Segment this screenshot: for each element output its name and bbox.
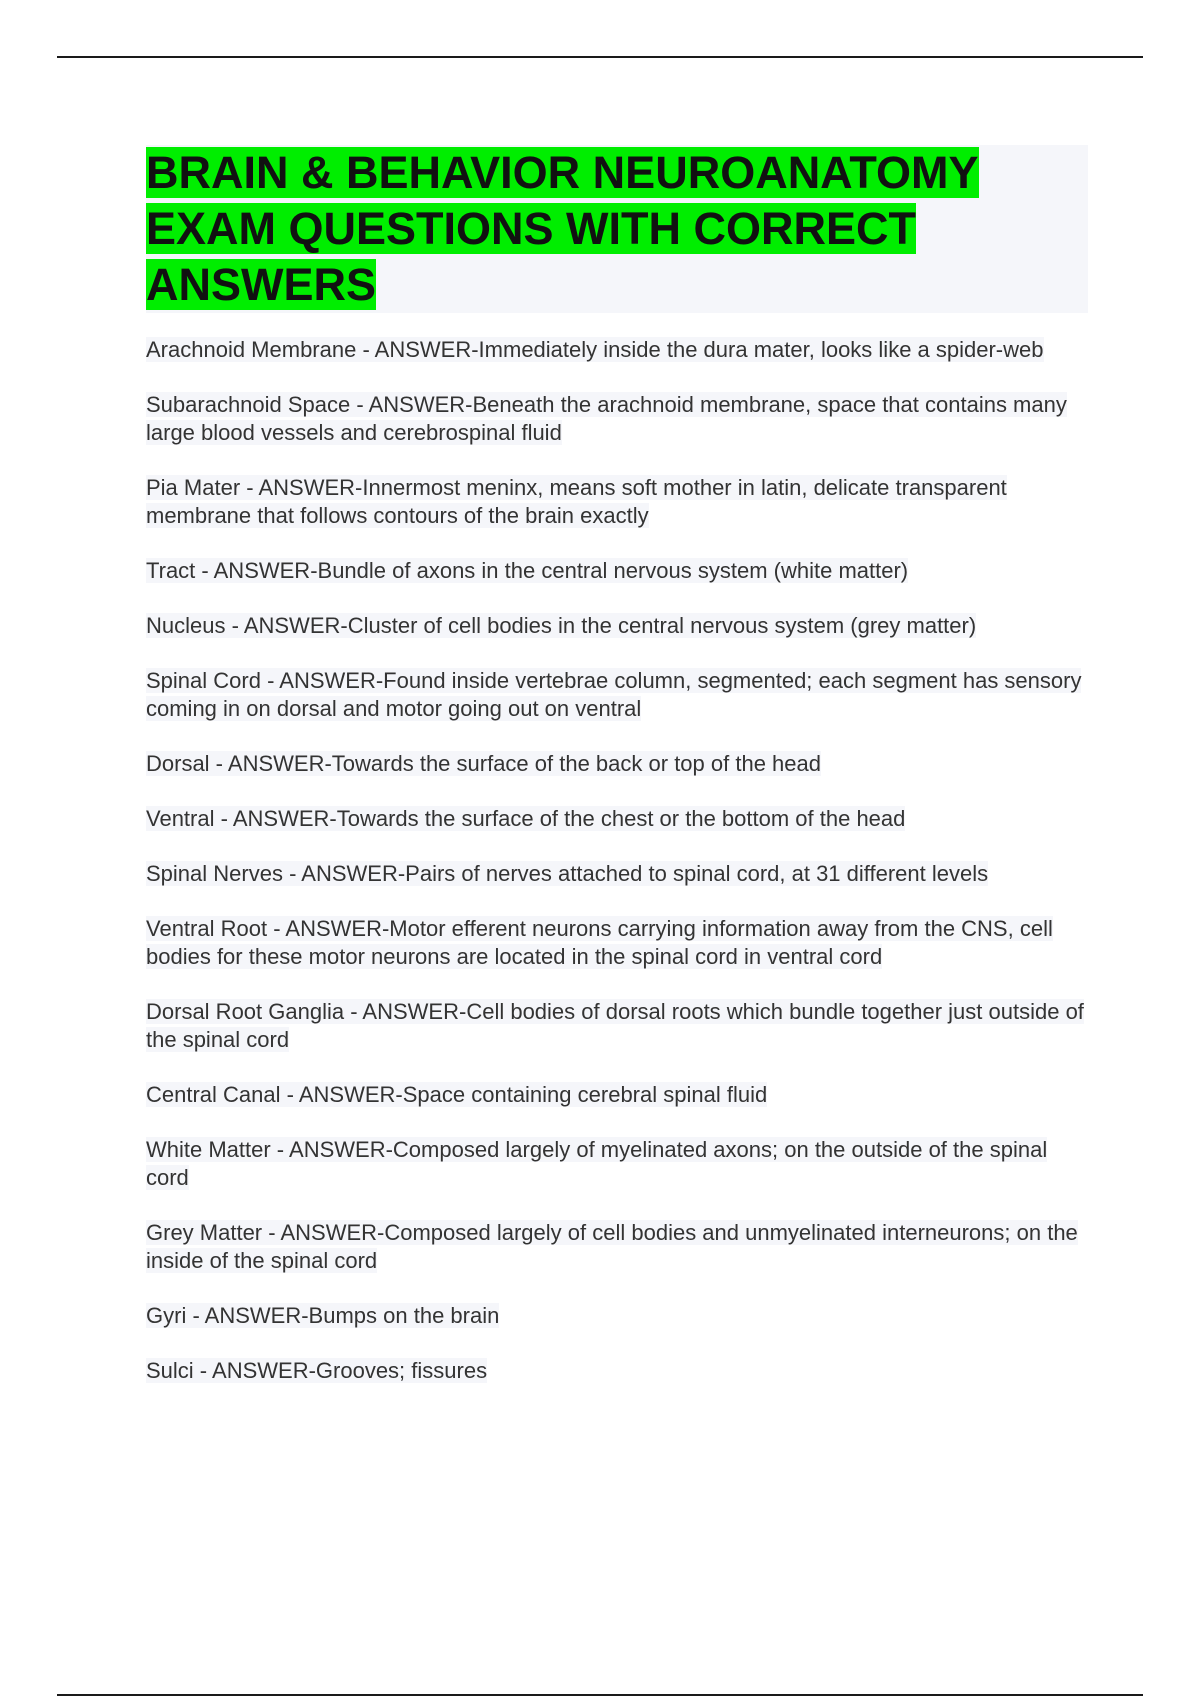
bottom-rule <box>57 1694 1143 1696</box>
entry-ventral: Ventral - ANSWER-Towards the surface of the chest or the bottom of the head <box>146 806 906 831</box>
entry-pia-mater: Pia Mater - ANSWER-Innermost meninx, means soft mother in latin, delicate transparent membrane that follows contours of the brain exactly <box>146 475 1007 528</box>
top-rule <box>57 56 1143 58</box>
entry-central-canal: Central Canal - ANSWER-Space containing cerebral spinal fluid <box>146 1082 768 1107</box>
entry-dorsal: Dorsal - ANSWER-Towards the surface of the back or top of the head <box>146 751 821 776</box>
entry-arachnoid-membrane: Arachnoid Membrane - ANSWER-Immediately inside the dura mater, looks like a spider-web <box>146 337 1044 362</box>
entry-gyri: Gyri - ANSWER-Bumps on the brain <box>146 1303 500 1328</box>
entry-grey-matter: Grey Matter - ANSWER-Composed largely of cell bodies and unmyelinated interneurons; on the inside of the spinal cord <box>146 1220 1078 1273</box>
entry-spinal-cord: Spinal Cord - ANSWER-Found inside vertebrae column, segmented; each segment has sensory coming in on dorsal and motor going out on ventral <box>146 668 1082 721</box>
entry-list <box>146 336 1096 1412</box>
entry-subarachnoid-space: Subarachnoid Space - ANSWER-Beneath the arachnoid membrane, space that contains many large blood vessels and cerebrospinal fluid <box>146 392 1067 445</box>
entry-tract: Tract - ANSWER-Bundle of axons in the central nervous system (white matter) <box>146 558 909 583</box>
title-block <box>146 145 1088 313</box>
entry-dorsal-root-ganglia: Dorsal Root Ganglia - ANSWER-Cell bodies of dorsal roots which bundle together just outside of the spinal cord <box>146 999 1084 1052</box>
entry-white-matter: White Matter - ANSWER-Composed largely of myelinated axons; on the outside of the spinal cord <box>146 1137 1048 1190</box>
entry-ventral-root: Ventral Root - ANSWER-Motor efferent neurons carrying information away from the CNS, cell bodies for these motor neurons are located in the spinal cord in ventral cord <box>146 916 1053 969</box>
entry-sulci: Sulci - ANSWER-Grooves; fissures <box>146 1358 488 1383</box>
entry-nucleus: Nucleus - ANSWER-Cluster of cell bodies in the central nervous system (grey matter) <box>146 613 977 638</box>
entry-spinal-nerves: Spinal Nerves - ANSWER-Pairs of nerves attached to spinal cord, at 31 different levels <box>146 861 989 886</box>
document-title: BRAIN & BEHAVIOR NEUROANATOMY EXAM QUESTIONS WITH CORRECT ANSWERS <box>146 147 979 310</box>
